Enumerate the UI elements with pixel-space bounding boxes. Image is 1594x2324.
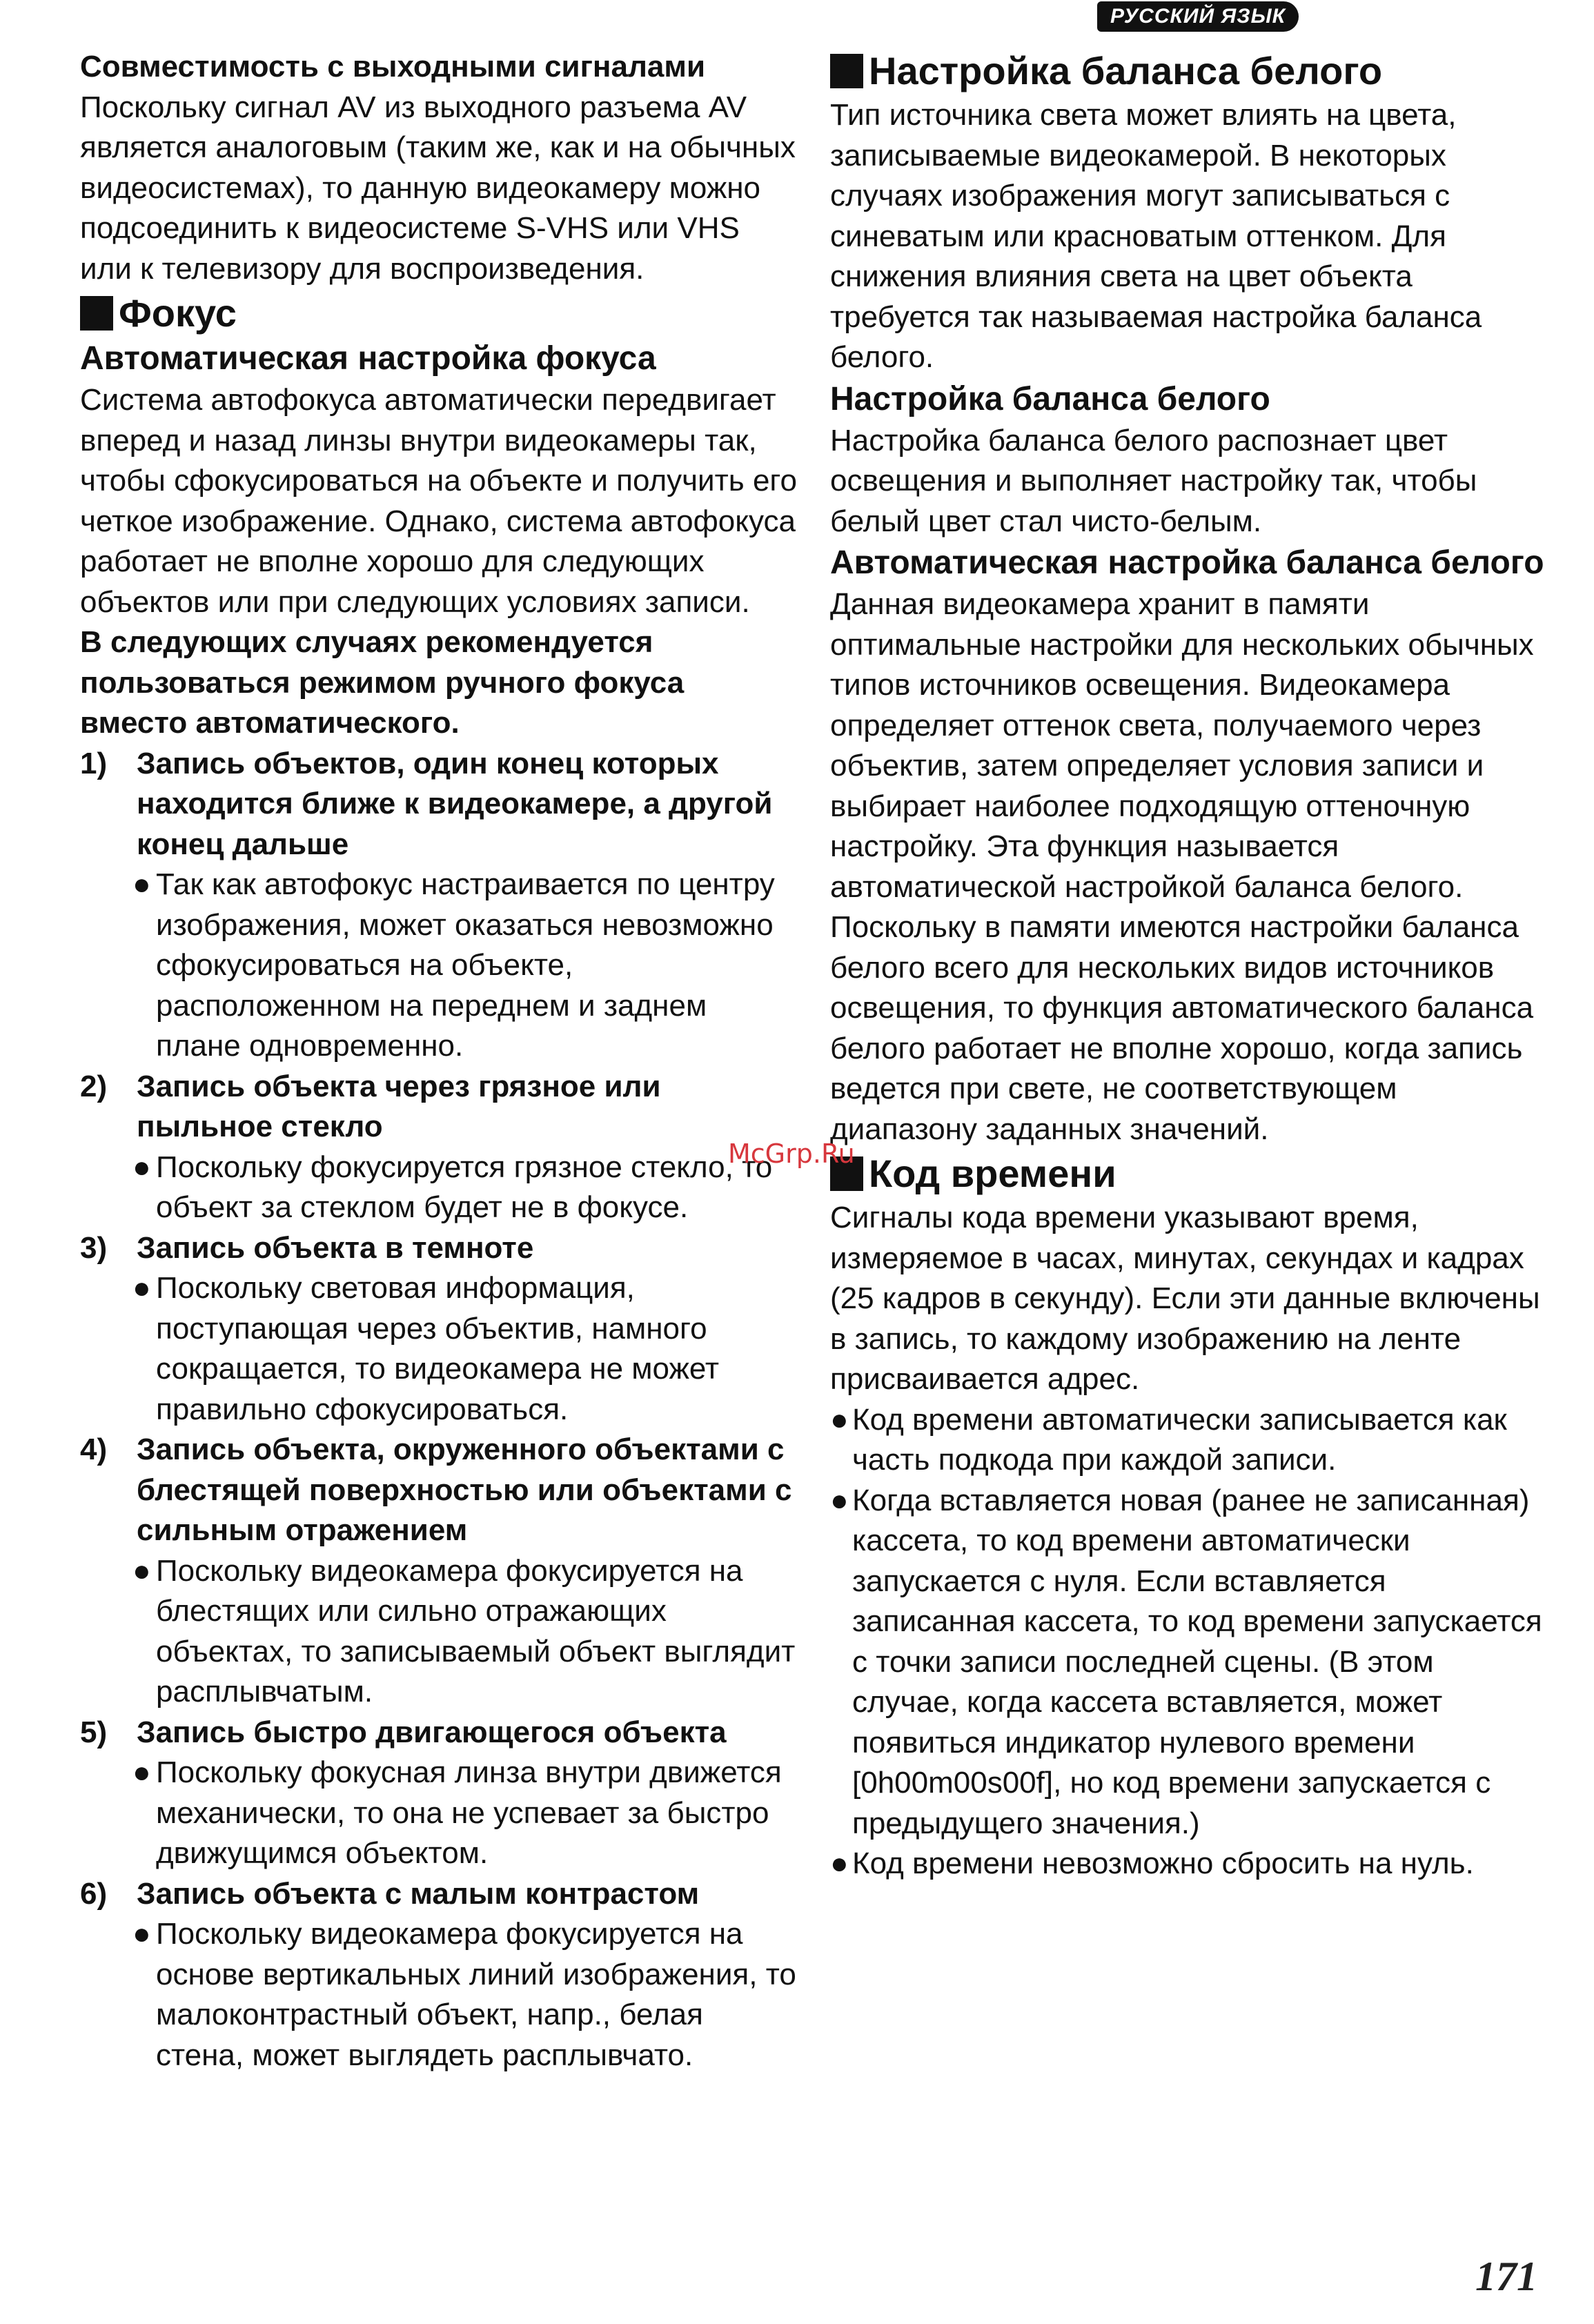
focus-item bbox=[80, 1228, 798, 1430]
tc-bullet bbox=[830, 1481, 1548, 1844]
item-title: Запись объекта с малым контрастом bbox=[137, 1876, 700, 1911]
bullet-icon: ● bbox=[830, 1847, 849, 1880]
section-marker-icon bbox=[830, 54, 863, 88]
auto-wb-text-2: Поскольку в памяти имеются настройки баланса белого всего для нескольких видов источников освещения, то функция автоматического баланса белого работает не вполне хорошо, когда запись ведется при свете, не соответствующем диапазону заданных значений. bbox=[830, 910, 1534, 1146]
bullet-icon: ● bbox=[132, 1755, 151, 1789]
right-column bbox=[830, 47, 1548, 1884]
wb-sub-heading: Настройка баланса белого bbox=[830, 380, 1270, 417]
tc-text: Сигналы кода времени указывают время, измеряемое в часах, минутах, секундах и кадрах (25 кадров в секунду). Если эти данные включены в запись, то каждому изображению на ленте присваивается адрес. bbox=[830, 1201, 1540, 1396]
bullet-icon: ● bbox=[830, 1483, 849, 1517]
item-note: Поскольку фокусируется грязное стекло, то объект за стеклом будет не в фокусе. bbox=[156, 1150, 773, 1224]
bullet-icon: ● bbox=[132, 1917, 151, 1951]
item-number: 5) bbox=[80, 1715, 108, 1749]
item-note: Поскольку видеокамера фокусируется на блестящих или сильно отражающих объектах, то записываемый объект выглядит расплывчатым. bbox=[156, 1553, 796, 1708]
focus-item bbox=[80, 1067, 798, 1228]
bullet-icon: ● bbox=[132, 1150, 151, 1184]
compat-title: Совместимость с выходными сигналами bbox=[80, 50, 705, 83]
item-number: 3) bbox=[80, 1230, 108, 1265]
tc-bullet bbox=[830, 1844, 1548, 1884]
language-badge-label: РУССКИЙ ЯЗЫК bbox=[1110, 5, 1286, 28]
language-badge bbox=[1097, 1, 1299, 32]
focus-heading bbox=[80, 289, 798, 337]
focus-item bbox=[80, 1713, 798, 1874]
compat-text: Поскольку сигнал AV из выходного разъема AV является аналоговым (таким же, как и на обычных видеосистемах), то данную видеокамеру можно подсоединить к видеосистеме S-VHS или VHS или к телевизору для воспроизведения. bbox=[80, 90, 796, 286]
item-number: 6) bbox=[80, 1876, 108, 1911]
focus-heading-label: Фокус bbox=[119, 291, 237, 335]
wb-sub-text: Настройка баланса белого распознает цвет освещения и выполняет настройку так, чтобы белый цвет стал чисто-белым. bbox=[830, 423, 1477, 538]
tc-heading-label: Код времени bbox=[869, 1152, 1116, 1195]
item-note: Поскольку фокусная линза внутри движется механически, то она не успевает за быстро движущимся объектом. bbox=[156, 1755, 782, 1870]
item-number: 4) bbox=[80, 1432, 108, 1466]
tc-bullet bbox=[830, 1400, 1548, 1481]
focus-item bbox=[80, 744, 798, 1067]
item-note: Поскольку видеокамера фокусируется на основе вертикальных линий изображения, то малоконтрастный объект, напр., белая стена, может выглядеть расплывчато. bbox=[156, 1917, 796, 2072]
left-column bbox=[80, 47, 798, 2076]
item-title: Запись быстро двигающегося объекта bbox=[137, 1715, 727, 1749]
auto-wb-text-1: Данная видеокамера хранит в памяти оптимальные настройки для нескольких обычных типов источников освещения. Видеокамера определяет оттенок света, получаемого через объектив, затем определяет условия записи и выбирает наиболее подходящую оттеночную настройку. Эта функция называется автоматической настройкой баланса белого. bbox=[830, 587, 1534, 904]
auto-wb-heading: Автоматическая настройка баланса белого bbox=[830, 544, 1544, 581]
auto-focus-text: Система автофокуса автоматически передвигает вперед и назад линзы внутри видеокамеры так, чтобы сфокусироваться на объекте и получить его четкое изображение. Однако, система автофокуса работает не вполне хорошо для следующих объектов или при следующих условиях записи. bbox=[80, 383, 797, 619]
item-note: Так как автофокус настраивается по центру изображения, может оказаться невозможно сфокусироваться на объекте, расположенном на переднем и заднем плане одновременно. bbox=[156, 867, 775, 1063]
item-number: 2) bbox=[80, 1069, 108, 1103]
tc-bullet-text: Код времени невозможно сбросить на нуль. bbox=[852, 1847, 1474, 1880]
item-title: Запись объекта в темноте bbox=[137, 1230, 534, 1265]
wb-heading-label: Настройка баланса белого bbox=[869, 49, 1383, 92]
bullet-icon: ● bbox=[132, 1553, 151, 1588]
item-title: Запись объекта, окруженного объектами с блестящей поверхностью или объектами с сильным отражением bbox=[137, 1432, 792, 1547]
wb-heading bbox=[830, 47, 1548, 95]
watermark: McGrp.Ru bbox=[728, 1139, 855, 1169]
focus-item bbox=[80, 1874, 798, 2076]
focus-item bbox=[80, 1430, 798, 1713]
item-title: Запись объектов, один конец которых находится ближе к видеокамере, а другой конец дальше bbox=[137, 746, 773, 861]
auto-focus-heading: Автоматическая настройка фокуса bbox=[80, 340, 656, 377]
item-title: Запись объекта через грязное или пыльное стекло bbox=[137, 1069, 661, 1143]
section-marker-icon bbox=[80, 296, 113, 331]
bullet-icon: ● bbox=[830, 1402, 849, 1437]
bullet-icon: ● bbox=[132, 867, 151, 901]
wb-intro: Тип источника света может влиять на цвета, записываемые видеокамерой. В некоторых случаях изображения могут записываться с синеватым или красноватым оттенком. Для снижения влияния света на цвет объекта требуется так называемая настройка баланса белого. bbox=[830, 98, 1482, 374]
bullet-icon: ● bbox=[132, 1271, 151, 1305]
item-note: Поскольку световая информация, поступающая через объектив, намного сокращается, то видеокамера не может правильно сфокусироваться. bbox=[156, 1271, 720, 1426]
tc-heading bbox=[830, 1150, 1548, 1198]
item-number: 1) bbox=[80, 746, 108, 780]
recommend-text: В следующих случаях рекомендуется пользоваться режимом ручного фокуса вместо автоматического. bbox=[80, 625, 685, 740]
page-number: 171 bbox=[1475, 2254, 1537, 2299]
tc-bullet-text: Когда вставляется новая (ранее не записанная) кассета, то код времени автоматически запускается с нуля. Если вставляется записанная кассета, то код времени запускается с точки записи последней сцены. (В этом случае, когда кассета вставляется, может появиться индикатор нулевого времени [0h00m00s00f], но код времени запускается с предыдущего значения.) bbox=[852, 1483, 1542, 1840]
tc-bullet-text: Код времени автоматически записывается как часть подкода при каждой записи. bbox=[852, 1402, 1507, 1477]
